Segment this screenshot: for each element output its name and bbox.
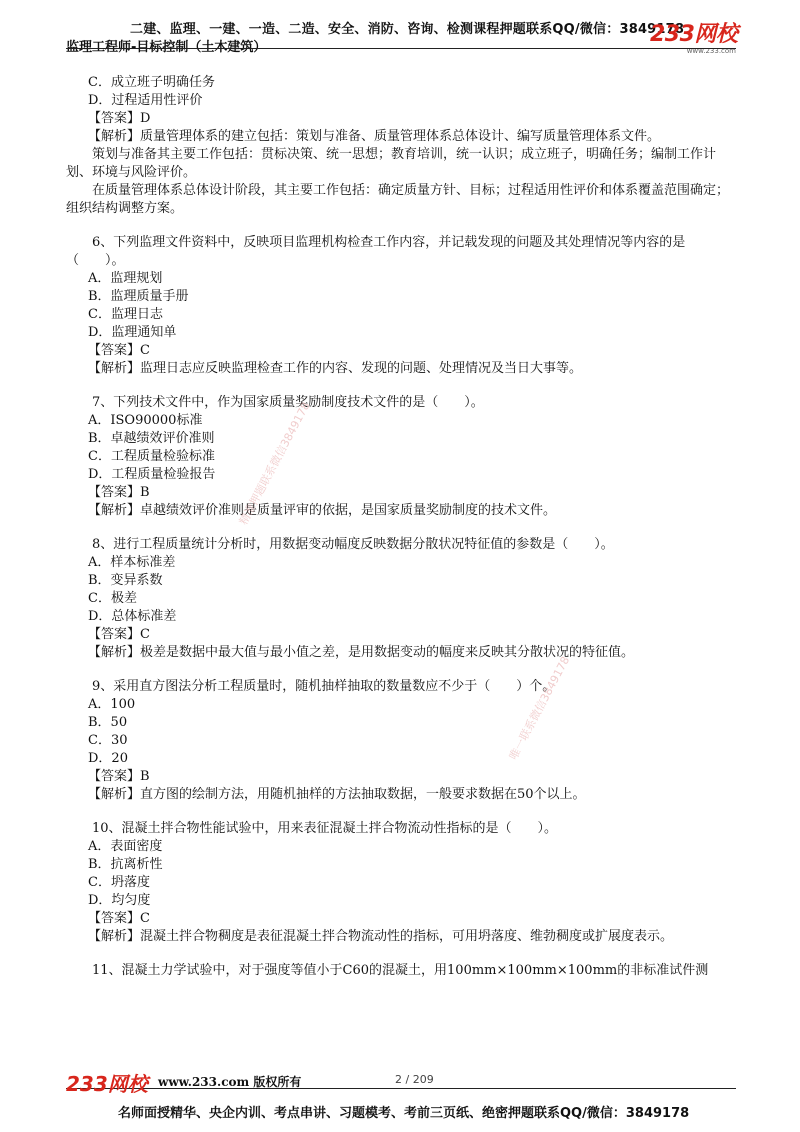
option: C．工程质量检验标准 <box>88 449 215 464</box>
question-5-tail <box>66 74 736 218</box>
header-divider <box>66 48 736 49</box>
analysis: 策划与准备其主要工作包括：贯标决策、统一思想；教育培训，统一认识；成立班子，明确任务；编制工作计划、环境与风险评价。 <box>66 147 717 180</box>
option: B．卓越绩效评价准则 <box>88 431 215 446</box>
document-body <box>66 74 736 980</box>
option: B．抗离析性 <box>88 857 163 872</box>
option: B．变异系数 <box>88 573 163 588</box>
answer: 【答案】D <box>88 111 151 126</box>
header-promo-text: 二建、监理、一建、一造、二造、安全、消防、咨询、检测课程押题联系QQ/微信：3849178 <box>130 22 685 37</box>
answer: 【答案】B <box>88 769 150 784</box>
option: A．表面密度 <box>88 839 163 854</box>
option: A．监理规划 <box>88 271 163 286</box>
document-subject: 监理工程师-目标控制（土木建筑） <box>66 40 267 55</box>
option: D．监理通知单 <box>88 325 177 340</box>
footer-promo-text: 名师面授精华、央企内训、考点串讲、习题模考、考前三页纸、绝密押题联系QQ/微信：3849178 <box>118 1106 690 1121</box>
analysis: 【解析】直方图的绘制方法，用随机抽样的方法抽取数据，一般要求数据在50个以上。 <box>88 787 586 802</box>
analysis: 【解析】混凝土拌合物稠度是表征混凝土拌合物流动性的指标，可用坍落度、维勃稠度或扩展度表示。 <box>88 929 674 944</box>
option: D．均匀度 <box>88 893 151 908</box>
analysis: 【解析】质量管理体系的建立包括：策划与准备、质量管理体系总体设计、编写质量管理体系文件。 <box>88 129 661 144</box>
option: C．30 <box>88 733 128 748</box>
option: C．成立班子明确任务 <box>88 75 215 90</box>
question-stem: 10、混凝土拌合物性能试验中，用来表征混凝土拌合物流动性指标的是（ ）。 <box>92 821 558 836</box>
answer: 【答案】C <box>88 911 150 926</box>
answer: 【答案】C <box>88 343 150 358</box>
option: D．20 <box>88 751 128 766</box>
analysis: 【解析】极差是数据中最大值与最小值之差，是用数据变动的幅度来反映其分散状况的特征值。 <box>88 645 635 660</box>
question-stem: 8、进行工程质量统计分析时，用数据变动幅度反映数据分散状况特征值的参数是（ ）。 <box>92 537 614 552</box>
option: C．极差 <box>88 591 137 606</box>
option: C．坍落度 <box>88 875 150 890</box>
answer: 【答案】C <box>88 627 150 642</box>
analysis: 【解析】监理日志应反映监理检查工作的内容、发现的问题、处理情况及当日大事等。 <box>88 361 583 376</box>
footer-site-copyright: www.233.com 版权所有 <box>158 1075 302 1089</box>
question-stem: 9、采用直方图法分析工程质量时，随机抽样抽取的数量数应不少于（ ）个。 <box>92 679 556 694</box>
question-stem: 11、混凝土力学试验中，对于强度等值小于C60的混凝土，用100mm×100mm×100mm的非标准试件测 <box>92 963 709 978</box>
brand-logo <box>650 24 742 54</box>
answer: 【答案】B <box>88 485 150 500</box>
page-footer <box>0 1068 800 1128</box>
analysis: 在质量管理体系总体设计阶段，其主要工作包括：确定质量方针、目标；过程适用性评价和体系覆盖范围确定；组织结构调整方案。 <box>66 183 730 216</box>
brand-logo-url: www.233.com <box>686 47 736 55</box>
question-8 <box>66 536 736 662</box>
watermark: 唯一联系微信3849178 <box>506 654 573 763</box>
watermark: 精准押题联系微信3849178 <box>236 399 313 528</box>
brand-logo-text: 233网校 <box>650 22 738 47</box>
question-6 <box>66 234 736 378</box>
question-7 <box>66 394 736 520</box>
question-10 <box>66 820 736 946</box>
option: D．工程质量检验报告 <box>88 467 216 482</box>
analysis: 【解析】卓越绩效评价准则是质量评审的依据，是国家质量奖励制度的技术文件。 <box>88 503 557 518</box>
option: D．过程适用性评价 <box>88 93 203 108</box>
option: B．监理质量手册 <box>88 289 189 304</box>
page-number: 2 / 209 <box>395 1073 434 1086</box>
option: B．50 <box>88 715 128 730</box>
option: C．监理日志 <box>88 307 163 322</box>
option: A．样本标准差 <box>88 555 176 570</box>
option: D．总体标准差 <box>88 609 177 624</box>
question-11 <box>66 962 736 980</box>
question-stem: 7、下列技术文件中，作为国家质量奖励制度技术文件的是（ ）。 <box>92 395 484 410</box>
question-9 <box>66 678 736 804</box>
question-stem: 6、下列监理文件资料中，反映项目监理机构检查工作内容，并记载发现的问题及其处理情况等内容的是（ ）。 <box>66 235 686 268</box>
option: A．100 <box>88 697 136 712</box>
option: A．ISO90000标准 <box>88 413 203 428</box>
footer-logo: 233网校 <box>66 1072 148 1096</box>
